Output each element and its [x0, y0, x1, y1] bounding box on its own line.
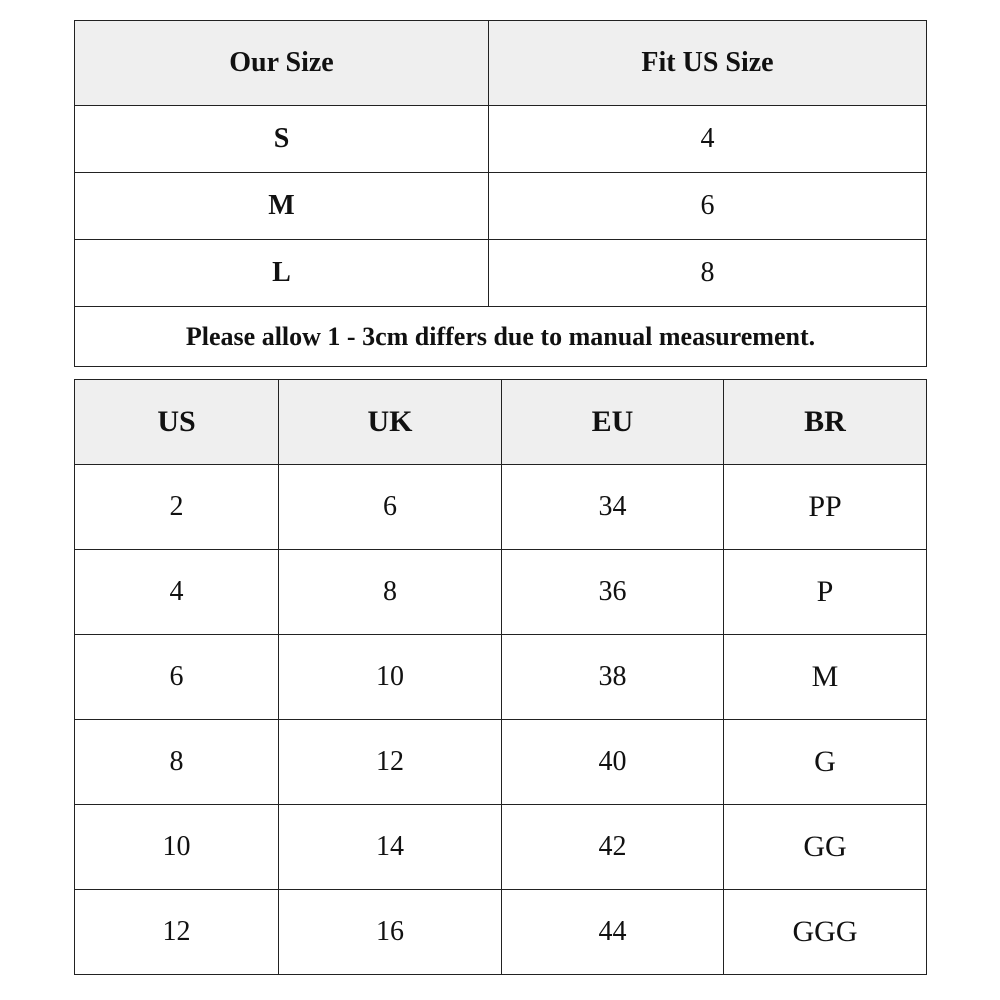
br-cell: P: [724, 550, 927, 635]
uk-cell: 16: [279, 890, 502, 975]
uk-cell: 6: [279, 465, 502, 550]
uk-cell: 12: [279, 720, 502, 805]
eu-cell: 42: [502, 805, 724, 890]
us-cell: 8: [75, 720, 279, 805]
br-cell: M: [724, 635, 927, 720]
us-cell: 6: [75, 635, 279, 720]
br-cell: GG: [724, 805, 927, 890]
table-row: [75, 106, 927, 173]
header-eu: EU: [502, 380, 724, 465]
us-cell: 2: [75, 465, 279, 550]
conversion-header-row: [75, 380, 927, 465]
fit-us-size-cell: 4: [489, 106, 927, 173]
header-us: US: [75, 380, 279, 465]
eu-cell: 38: [502, 635, 724, 720]
eu-cell: 40: [502, 720, 724, 805]
us-cell: 4: [75, 550, 279, 635]
us-cell: 12: [75, 890, 279, 975]
header-uk: UK: [279, 380, 502, 465]
measurement-note: Please allow 1 - 3cm differs due to manual measurement.: [75, 307, 927, 367]
table-row: [75, 805, 927, 890]
table-row: [75, 465, 927, 550]
fit-us-size-cell: 6: [489, 173, 927, 240]
table-row: [75, 550, 927, 635]
uk-cell: 10: [279, 635, 502, 720]
table-row: [75, 173, 927, 240]
size-conversion-table: [74, 379, 927, 975]
header-br: BR: [724, 380, 927, 465]
header-fit-us-size: Fit US Size: [489, 21, 927, 106]
size-fit-header-row: [75, 21, 927, 106]
our-size-cell: S: [75, 106, 489, 173]
uk-cell: 14: [279, 805, 502, 890]
br-cell: G: [724, 720, 927, 805]
fit-us-size-cell: 8: [489, 240, 927, 307]
table-row: [75, 890, 927, 975]
our-size-cell: M: [75, 173, 489, 240]
br-cell: GGG: [724, 890, 927, 975]
size-fit-table: [74, 20, 927, 367]
our-size-cell: L: [75, 240, 489, 307]
uk-cell: 8: [279, 550, 502, 635]
us-cell: 10: [75, 805, 279, 890]
table-row: [75, 635, 927, 720]
eu-cell: 36: [502, 550, 724, 635]
eu-cell: 44: [502, 890, 724, 975]
measurement-note-row: [75, 307, 927, 367]
table-row: [75, 240, 927, 307]
eu-cell: 34: [502, 465, 724, 550]
header-our-size: Our Size: [75, 21, 489, 106]
br-cell: PP: [724, 465, 927, 550]
table-row: [75, 720, 927, 805]
